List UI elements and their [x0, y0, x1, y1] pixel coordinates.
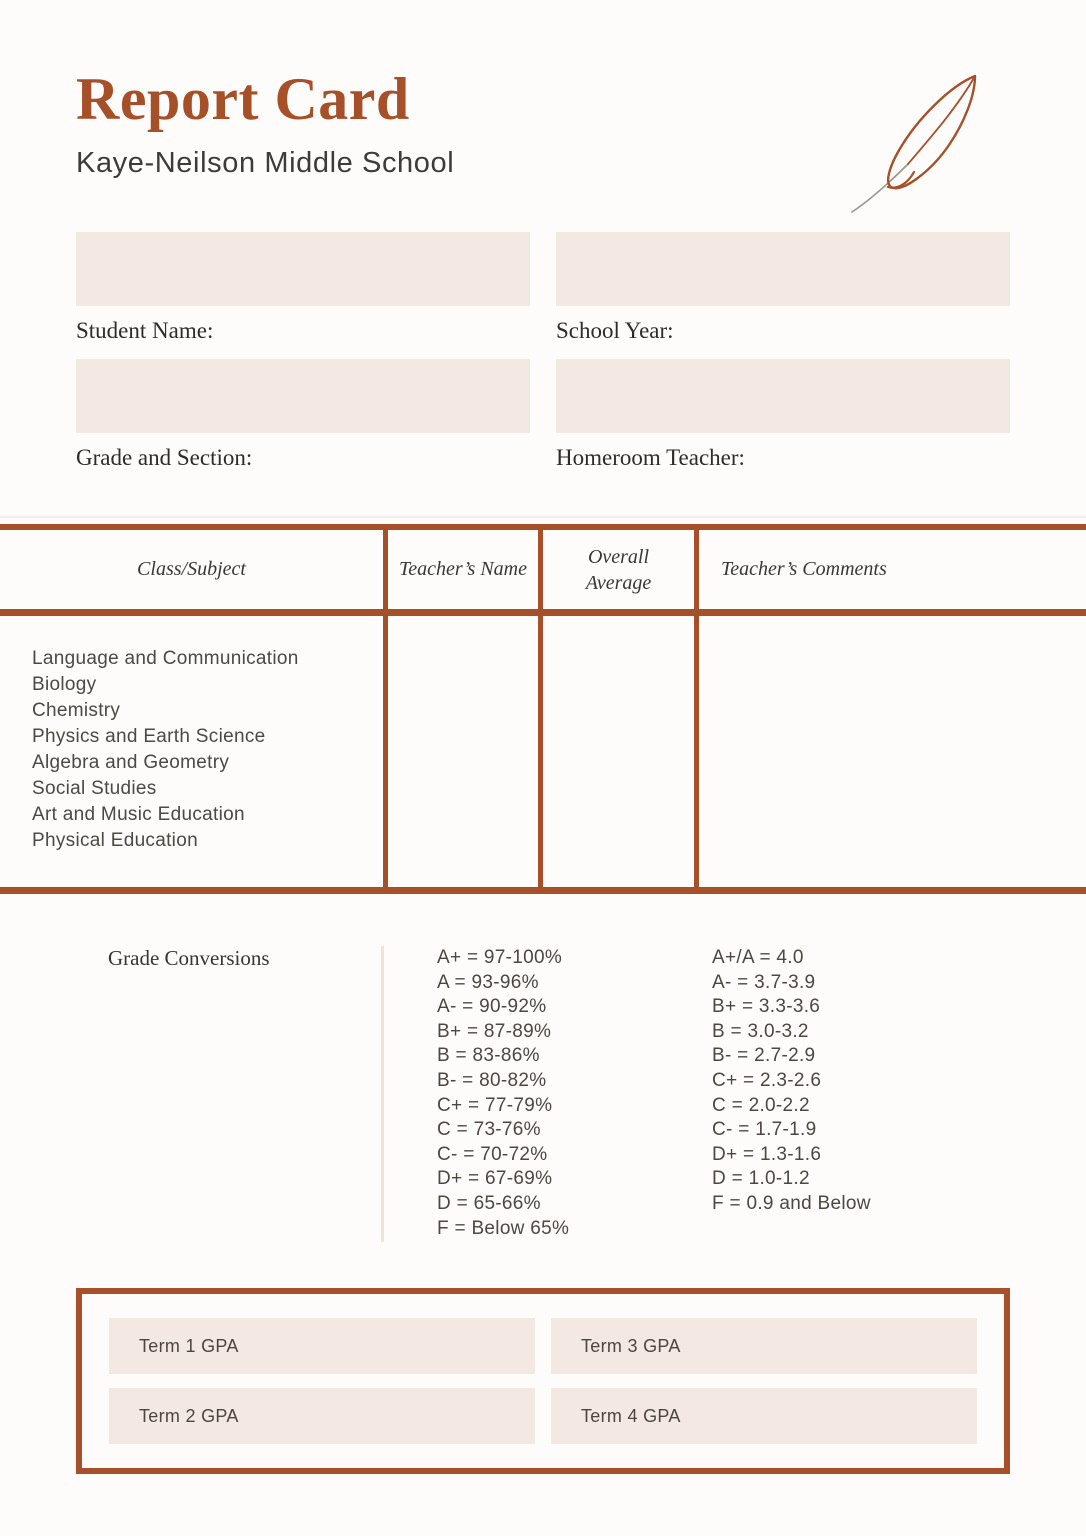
homeroom-teacher-label: Homeroom Teacher:	[556, 445, 745, 470]
percent-scale-list	[384, 946, 712, 1242]
percent-scale-item: A+ = 97-100%	[437, 947, 563, 968]
teacher-name-cell[interactable]	[383, 616, 538, 887]
feather-quill-icon	[848, 64, 1008, 219]
homeroom-teacher-input[interactable]	[556, 359, 1010, 433]
grade-section-input[interactable]	[76, 359, 530, 433]
gpa-scale-item: C- = 1.7-1.9	[712, 1119, 817, 1141]
subject-item: Algebra and Geometry	[32, 752, 230, 773]
subject-item: Physics and Earth Science	[32, 726, 266, 747]
teacher-comments-cell[interactable]	[694, 616, 1086, 887]
gpa-scale-item: D = 1.0-1.2	[712, 1168, 810, 1190]
percent-scale-item: D+ = 67-69%	[437, 1168, 553, 1190]
column-header-class-subject: Class/Subject	[137, 558, 246, 580]
school-name: Kaye-Neilson Middle School	[76, 147, 455, 179]
gpa-scale-item: F = 0.9 and Below	[712, 1192, 871, 1214]
school-year-input[interactable]	[556, 232, 1010, 306]
subject-item: Language and Communication	[32, 648, 299, 669]
column-header-teacher-comments: Teacher’s Comments	[694, 530, 1086, 609]
student-name-label: Student Name:	[76, 318, 214, 343]
gpa-scale-item: D+ = 1.3-1.6	[712, 1143, 822, 1165]
term-1-gpa-field[interactable]: Term 1 GPA	[109, 1318, 535, 1374]
percent-scale-item: D = 65-66%	[437, 1192, 541, 1214]
homeroom-teacher-field	[556, 359, 1010, 472]
gpa-scale-item: B+ = 3.3-3.6	[712, 996, 821, 1018]
gpa-scale-item: B- = 2.7-2.9	[712, 1045, 816, 1067]
term-gpa-box	[76, 1288, 1010, 1474]
subject-item: Biology	[32, 674, 97, 695]
overall-average-cell[interactable]	[538, 616, 694, 887]
column-header-teacher-name: Teacher’s Name	[383, 530, 538, 609]
grades-table-body-row	[0, 616, 1086, 887]
student-info-fields	[76, 232, 1010, 472]
percent-scale-item: C = 73-76%	[437, 1119, 541, 1141]
gpa-scale-item: A- = 3.7-3.9	[712, 971, 816, 993]
percent-scale-item: B = 83-86%	[437, 1045, 540, 1067]
percent-scale-item: C+ = 77-79%	[437, 1094, 553, 1116]
gpa-scale-item: C+ = 2.3-2.6	[712, 1069, 822, 1091]
school-year-label: School Year:	[556, 318, 674, 343]
term-4-gpa-field[interactable]: Term 4 GPA	[551, 1388, 977, 1444]
subject-item: Social Studies	[32, 778, 157, 799]
grades-table-header-row	[0, 530, 1086, 616]
grade-conversions-title: Grade Conversions	[108, 946, 270, 970]
page-title: Report Card	[76, 66, 410, 132]
term-2-gpa-field[interactable]: Term 2 GPA	[109, 1388, 535, 1444]
subject-list	[0, 616, 383, 887]
percent-scale-item: A- = 90-92%	[437, 996, 547, 1018]
subject-item: Physical Education	[32, 830, 198, 851]
subject-item: Chemistry	[32, 700, 121, 721]
percent-scale-item: A = 93-96%	[437, 971, 539, 993]
percent-scale-item: C- = 70-72%	[437, 1143, 548, 1165]
percent-scale-item: F = Below 65%	[437, 1217, 570, 1239]
student-name-input[interactable]	[76, 232, 530, 306]
percent-scale-item: B- = 80-82%	[437, 1069, 547, 1091]
table-top-accent-rule	[0, 516, 1086, 518]
gpa-scale-item: A+/A = 4.0	[712, 947, 804, 968]
gpa-scale-item: B = 3.0-3.2	[712, 1020, 809, 1042]
gpa-scale-list	[712, 946, 1010, 1242]
term-3-gpa-field[interactable]: Term 3 GPA	[551, 1318, 977, 1374]
percent-scale-item: B+ = 87-89%	[437, 1020, 552, 1042]
header	[0, 0, 1086, 180]
column-header-overall-average: Overall Average	[538, 530, 694, 609]
grade-section-label: Grade and Section:	[76, 445, 253, 470]
student-name-field	[76, 232, 530, 345]
gpa-scale-item: C = 2.0-2.2	[712, 1094, 810, 1116]
subject-item: Art and Music Education	[32, 804, 245, 825]
grade-section-field	[76, 359, 530, 472]
grades-table	[0, 524, 1086, 894]
school-year-field	[556, 232, 1010, 345]
grade-conversions-section	[76, 946, 1010, 1242]
